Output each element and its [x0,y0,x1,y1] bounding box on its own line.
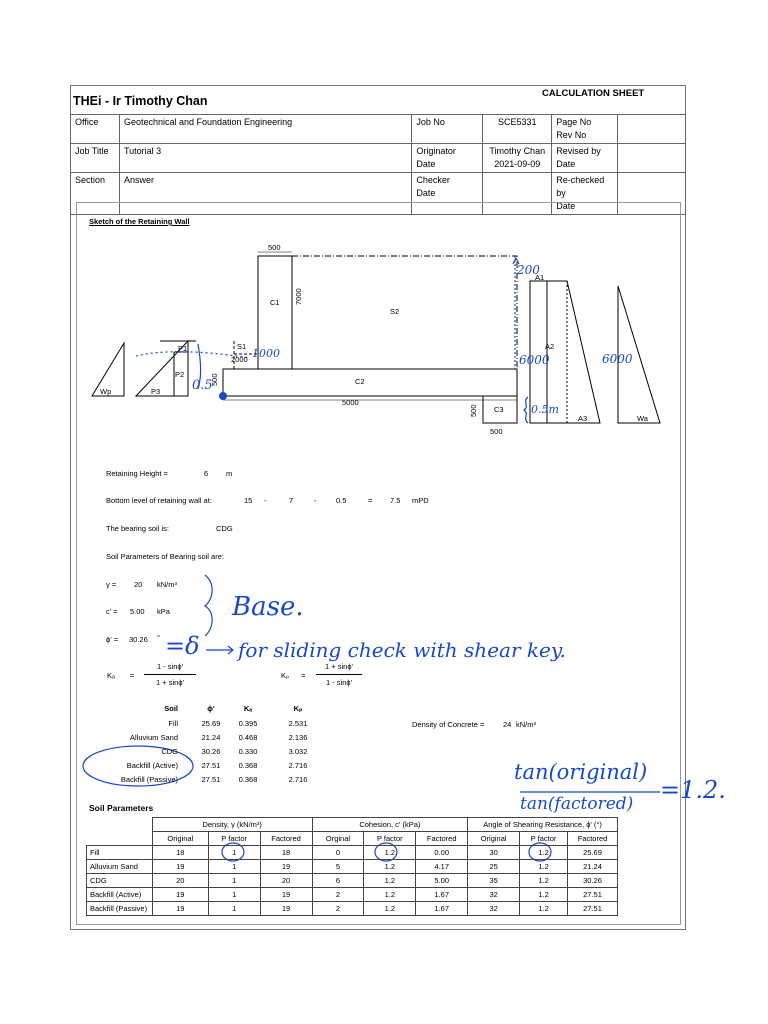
cell: 6 [312,874,364,888]
cell: 21.24 [567,860,617,874]
cell: 1 [208,846,260,860]
cell: 19 [260,902,312,916]
bottom-level-op2: - [314,496,317,505]
office-value: Geotechnical and Foundation Engineering [119,115,411,144]
cell: 20 [152,874,208,888]
dim-500-left: 500 [210,373,219,386]
originator-value: Timothy Chan [489,146,546,156]
k-row-kp: 2.531 [288,719,308,728]
backfill-s2-outline [292,256,517,369]
ink-delta: =δ [165,632,200,660]
table-row [87,888,618,902]
table-row [87,860,618,874]
label-a1: A1 [535,273,545,282]
ink-0-5: 0.5 [192,378,213,393]
cell: 1.67 [416,888,468,902]
ink-6000-b: 6000 [602,352,633,366]
k-row-ka: 0.330 [238,747,258,756]
dim-7000: 7000 [294,288,303,305]
a1-a2-divider [530,281,547,423]
checker-label: Checker [416,175,450,185]
date-value: 2021-09-09 [494,159,541,169]
section-value: Answer [119,173,411,215]
k-row-ka: 0.395 [238,719,258,728]
k-row-phi: 30.26 [201,747,221,756]
dim-2000: 2000 [231,355,248,364]
cell: 1.2 [364,874,416,888]
checker-date-label: Date [416,188,436,198]
ink-ratio-1-2: =1.2. [660,776,726,804]
soil-params-table [86,817,618,916]
job-title-value: Tutorial 3 [119,144,411,173]
retaining-height-label: Retaining Height = [106,469,168,478]
dim-500-key-horizontal: 500 [490,427,503,436]
dim-5000: 5000 [342,398,359,407]
retaining-height-unit: m [226,469,233,478]
cell: 19 [260,888,312,902]
k-row-phi: 27.51 [201,775,221,784]
job-title-label: Job Title [71,144,120,173]
cell: 30 [468,846,520,860]
ka-numerator: 1 - sinϕ' [156,662,184,671]
ink-sliding-note: for sliding check with shear key. [238,638,566,662]
sub-header: Orginal [312,832,364,846]
sketch-title: Sketch of the Retaining Wall [89,217,190,226]
k-row-kp: 2.716 [288,761,308,770]
table-row [87,846,618,860]
ka-label: Kₐ [107,671,115,680]
cell: 20 [260,874,312,888]
cell: 1.2 [520,860,568,874]
ink-brace-key [524,397,528,423]
dim-500-top: 500 [268,243,281,252]
page-no-label: Page No [556,117,592,127]
job-no-label: Job No [412,115,483,144]
date-label: Date [416,159,436,169]
retaining-height-value: 6 [204,469,209,478]
cell: 27.51 [567,888,617,902]
k-row-phi: 25.69 [201,719,221,728]
ink-200: 200 [517,263,540,277]
rev-no-label: Rev No [556,130,587,140]
cell: 25 [468,860,520,874]
ink-brace-base [205,575,212,636]
base-c2 [223,369,517,396]
cell: 5.00 [416,874,468,888]
cell: 19 [260,860,312,874]
kp-denominator: 1 - sinϕ' [325,678,353,687]
k-header-soil: Soil [164,704,178,713]
header-blank [87,832,153,846]
cell: 1 [208,860,260,874]
label-p2: P2 [175,370,185,379]
sub-header: Factored [567,832,617,846]
header-blank [87,818,153,832]
sub-header: P factor [208,832,260,846]
k-row-ka: 0.468 [238,733,258,742]
revised-by-label: Revised by [556,146,601,156]
cell: 1 [208,902,260,916]
ink-tan-factored: tan(factored) [520,794,634,814]
phi-value: 30.26 [129,635,148,644]
job-no-value: SCE5331 [483,115,552,144]
cell: 2 [312,902,364,916]
cell: 19 [152,902,208,916]
cell: 1.2 [520,846,568,860]
label-wp: Wp [100,387,112,396]
label-c2: C2 [355,377,365,386]
label-c3: C3 [494,405,504,414]
cell: 4.17 [416,860,468,874]
k-row-soil: Backfill (Active) [126,761,178,770]
table-row [87,902,618,916]
concrete-density-value: 24 [503,720,512,729]
kp-numerator: 1 + sinϕ' [325,662,353,671]
ink-0-5m: 0.5m [531,403,559,416]
cell: 1.2 [520,888,568,902]
cell: 19 [152,860,208,874]
cell: 0.00 [416,846,468,860]
cell: 1 [208,874,260,888]
label-s1: S1 [237,342,247,351]
group-header-cohesion: Cohesion, c' (kPa) [312,818,468,832]
concrete-density-label: Density of Concrete = [412,720,485,729]
ink-6000-a: 6000 [519,353,550,367]
group-header-angle: Angle of Shearing Resistance, ϕ' (°) [468,818,618,832]
label-c1: C1 [270,298,280,307]
concrete-density-unit: kN/m³ [516,720,536,729]
kp-label: Kₚ [281,671,290,680]
k-row-phi: 21.24 [201,733,221,742]
cell-soil: CDG [87,874,153,888]
k-row-ka: 0.368 [238,775,258,784]
k-row-soil: Alluvium Sand [130,733,178,742]
table-row [87,874,618,888]
cohesion-label: c' = [106,607,118,616]
cell: 32 [468,902,520,916]
cell: 1.2 [364,902,416,916]
cell: 27.51 [567,902,617,916]
cell: 1.2 [364,860,416,874]
ka-eq: = [130,671,135,680]
ink-arrow-right [206,646,233,654]
cell: 30.26 [567,874,617,888]
k-row-kp: 2.716 [288,775,308,784]
k-header-phi: ϕ' [207,704,215,713]
gamma-value: 20 [134,580,143,589]
cohesion-unit: kPa [157,607,170,616]
ink-1000: 1000 [252,347,280,360]
phi-label: ϕ' = [106,635,119,644]
rechecked-date-label: Date [556,201,576,211]
cell-soil: Backfill (Passive) [87,902,153,916]
gamma-unit: kN/m³ [157,580,177,589]
cell: 19 [152,888,208,902]
dim-500-key-vertical: 500 [469,404,478,417]
rechecked-label: Re-checked by [556,175,605,198]
kp-eq: = [301,671,306,680]
label-a2: A2 [545,342,555,351]
ink-tan-original: tan(original) [514,760,648,784]
label-s2: S2 [390,307,400,316]
bottom-level-a: 15 [244,496,253,505]
bottom-level-op1: - [264,496,267,505]
bottom-level-b: 7 [289,496,294,505]
k-row-ka: 0.368 [238,761,258,770]
label-wa: Wa [637,414,648,423]
sub-header: Factored [260,832,312,846]
cell: 32 [468,888,520,902]
cell-soil: Fill [87,846,153,860]
sheet-type: CALCULATION SHEET [542,88,645,99]
cell-soil: Backfill (Active) [87,888,153,902]
sub-header: Factored [416,832,468,846]
group-header-density: Density, γ (kN/m³) [152,818,312,832]
bearing-params-label: Soil Parameters of Bearing soil are: [106,552,224,561]
cell: 18 [260,846,312,860]
bottom-level-unit: mPD [412,496,429,505]
office-label: Office [71,115,120,144]
cell: 1 [208,888,260,902]
ka-denominator: 1 + sinϕ' [156,678,184,687]
cell: 35 [468,874,520,888]
soil-params-sub-header-row [87,832,618,846]
sub-header: Original [152,832,208,846]
bearing-soil-value: CDG [216,524,233,533]
bottom-level-result: 7.5 [390,496,401,505]
section-label: Section [71,173,120,215]
cell: 1.2 [364,888,416,902]
cell-soil: Alluvium Sand [87,860,153,874]
cohesion-value: 5.00 [130,607,145,616]
cell: 1.2 [520,902,568,916]
k-header-ka: Kₐ [243,704,253,713]
cell: 18 [152,846,208,860]
bottom-level-eq: = [368,496,373,505]
originator-label: Originator [416,146,456,156]
cell: 25.69 [567,846,617,860]
k-row-soil: Fill [168,719,178,728]
k-row-kp: 2.136 [288,733,308,742]
ink-dot-toe [219,392,227,400]
soil-params-title: Soil Parameters [89,803,154,813]
active-pressure-diagram [530,281,600,423]
cell: 1.67 [416,902,468,916]
cell: 2 [312,888,364,902]
bearing-soil-label: The bearing soil is: [106,524,169,533]
org-title: THEi - Ir Timothy Chan [73,94,208,108]
k-row-soil: CDG [161,747,178,756]
bottom-level-c: 0.5 [336,496,347,505]
sub-header: P factor [520,832,568,846]
cell: 1.2 [520,874,568,888]
sub-header: P factor [364,832,416,846]
k-row-kp: 3.032 [288,747,308,756]
label-p3: P3 [151,387,161,396]
cell: 5 [312,860,364,874]
ink-base: Base. [232,592,304,622]
label-a3: A3 [578,414,588,423]
k-header-kp: Kₚ [293,704,303,713]
label-p1: P1 [178,344,188,353]
ka-fraction-bar [144,674,196,675]
cell: 1.2 [364,846,416,860]
kp-fraction-bar [316,674,362,675]
cell: 0 [312,846,364,860]
revised-date-label: Date [556,159,576,169]
sub-header: Original [468,832,520,846]
k-values-table [120,704,440,784]
k-row-soil: Backfill (Passive) [120,775,178,784]
soil-params-group-header-row [87,818,618,832]
phi-unit: ° [157,633,160,642]
bottom-level-label: Bottom level of retaining wall at: [106,496,212,505]
k-row-phi: 27.51 [201,761,221,770]
gamma-label: γ = [106,580,117,589]
